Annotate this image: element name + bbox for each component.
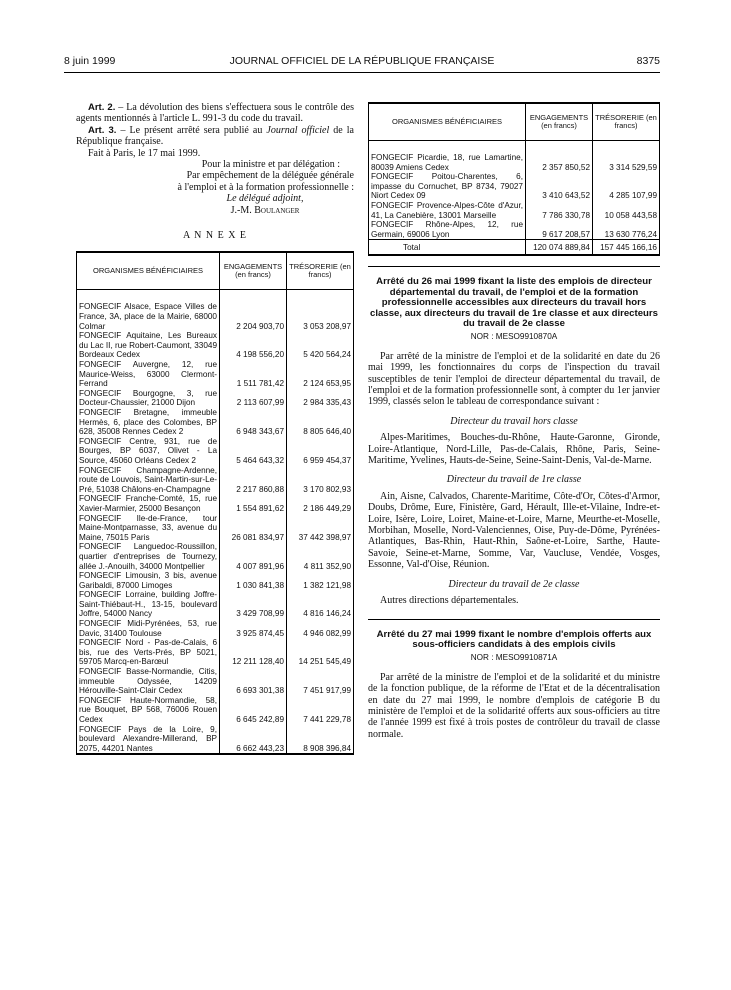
cell-organisme: FONGECIF Bourgogne, 3, rue Docteur-Chaussier, 21000 Dijon (77, 389, 220, 408)
cell-organisme: FONGECIF Champagne-Ardenne, route de Louvois, Saint-Martin-sur-Le-Pré, 51038 Châlons-en-Champagne (77, 466, 220, 495)
right-column (368, 102, 660, 740)
arrete-1-nor: NOR : MESO9910870A (470, 332, 558, 342)
cell-tresorerie: 4 285 107,99 (593, 172, 660, 201)
table-row (77, 638, 354, 667)
cell-tresorerie: 7 451 917,99 (287, 667, 354, 696)
cell-tresorerie: 3 053 208,97 (287, 302, 354, 331)
table-row (369, 220, 660, 240)
cell-engagements: 12 211 128,40 (220, 638, 287, 667)
table-row (77, 514, 354, 543)
cell-engagements: 2 357 850,52 (526, 153, 593, 172)
cell-engagements: 9 617 208,57 (526, 220, 593, 240)
table-row (77, 542, 354, 571)
arrete-2-title: Arrêté du 27 mai 1999 fixant le nombre d'emplois offerts aux sous-officiers candidats à des emplois civils (376, 628, 652, 650)
col-header-tre: TRÉSORERIE (en francs) (593, 103, 660, 141)
cell-organisme: FONGECIF Limousin, 3 bis, avenue Garibaldi, 87000 Limoges (77, 571, 220, 590)
cell-organisme: FONGECIF Midi-Pyrénées, 53, rue Davic, 31400 Toulouse (77, 619, 220, 638)
arrete-2-nor: NOR : MESO9910871A (470, 653, 558, 663)
table-row (77, 331, 354, 360)
cell-tresorerie: 2 124 653,95 (287, 360, 354, 389)
beneficiaries-table-right (368, 102, 660, 256)
cell-organisme: FONGECIF Alsace, Espace Villes de France, 3A, place de la Mairie, 68000 Colmar (77, 302, 220, 331)
table-row (369, 153, 660, 172)
cell-engagements: 3 410 643,52 (526, 172, 593, 201)
header-page-number: 8375 (636, 55, 660, 67)
signature-line-3: à l'emploi et à la formation professionnelle : (177, 181, 354, 193)
col-header-eng: ENGAGEMENTS (en francs) (220, 252, 287, 290)
total-row (369, 240, 660, 256)
cell-engagements: 4 007 891,96 (220, 542, 287, 571)
table-row (77, 667, 354, 696)
cell-engagements: 26 081 834,97 (220, 514, 287, 543)
section-separator (368, 619, 660, 620)
table-row (77, 494, 354, 513)
cell-tresorerie: 4 946 082,99 (287, 619, 354, 638)
cell-engagements: 3 925 874,45 (220, 619, 287, 638)
cell-tresorerie: 1 382 121,98 (287, 571, 354, 590)
table-row (77, 725, 354, 755)
arrete-1-subheading-hors-classe: Directeur du travail hors classe (450, 415, 578, 427)
total-tresorerie: 157 445 166,16 (593, 240, 660, 256)
table-row (77, 302, 354, 331)
cell-engagements: 1 511 781,42 (220, 360, 287, 389)
signature-title: Le délégué adjoint, (226, 193, 304, 205)
arrete-2-body: Par arrêté de la ministre de l'emploi et de la solidarité et du ministre de la fonction publique, de la réforme de l'Etat et de la décentralisation en date du 27 mai 1999, le nombre d'emplois de catégorie B du ministère de l'emploi et de la solidarité offerts aux sous-officiers au titre de l'année 1999 est fixé à trois postes de contrôleur du travail de classe normale. (368, 671, 660, 740)
cell-tresorerie: 2 186 449,29 (287, 494, 354, 513)
cell-tresorerie: 37 442 398,97 (287, 514, 354, 543)
header-date: 8 juin 1999 (64, 55, 116, 67)
cell-organisme: FONGECIF Poitou-Charentes, 6, impasse du Cornuchet, BP 8734, 79027 Niort Cedex 09 (369, 172, 526, 201)
cell-organisme: FONGECIF Nord - Pas-de-Calais, 6 bis, rue des Verts-Prés, BP 5021, 59705 Marcq-en-Barœul (77, 638, 220, 667)
table-row (369, 201, 660, 220)
cell-tresorerie: 3 314 529,59 (593, 153, 660, 172)
cell-engagements: 6 948 343,67 (220, 408, 287, 437)
cell-tresorerie: 5 420 564,24 (287, 331, 354, 360)
cell-engagements: 2 204 903,70 (220, 302, 287, 331)
col-header-org: ORGANISMES BÉNÉFICIAIRES (77, 252, 220, 290)
cell-tresorerie: 14 251 545,49 (287, 638, 354, 667)
cell-tresorerie: 6 959 454,37 (287, 437, 354, 466)
cell-organisme: FONGECIF Provence-Alpes-Côte d'Azur, 41, La Canebière, 13001 Marseille (369, 201, 526, 220)
table-row (77, 437, 354, 466)
cell-engagements: 3 429 708,99 (220, 590, 287, 619)
table-row (369, 172, 660, 201)
signature-line-2: Par empêchement de la déléguée générale (186, 170, 354, 182)
arrete-1-list-hors-classe: Alpes-Maritimes, Bouches-du-Rhône, Haute-Garonne, Gironde, Loire-Atlantique, Nord-Lille, Pas-de-Calais, Rhône, Paris, Seine-Maritime, Yvelines, Hauts-de-Seine, Seine-Saint-Denis, Val-de-Marne. (368, 432, 660, 467)
cell-tresorerie: 4 811 352,90 (287, 542, 354, 571)
cell-organisme: FONGECIF Haute-Normandie, 58, rue Bouquet, BP 568, 76006 Rouen Cedex (77, 696, 220, 725)
fait-a-paris: Fait à Paris, le 17 mai 1999. (88, 147, 201, 159)
cell-tresorerie: 4 816 146,24 (287, 590, 354, 619)
col-header-tre: TRÉSORERIE (en francs) (287, 252, 354, 290)
section-separator (368, 266, 660, 267)
cell-engagements: 6 645 242,89 (220, 696, 287, 725)
beneficiaries-table-left (76, 251, 354, 755)
arrete-1-subheading-2e-classe: Directeur du travail de 2e classe (448, 578, 580, 590)
cell-engagements: 7 786 330,78 (526, 201, 593, 220)
table-row (77, 571, 354, 590)
cell-organisme: FONGECIF Aquitaine, Les Bureaux du Lac II, rue Robert-Caumont, 33049 Bordeaux Cedex (77, 331, 220, 360)
cell-engagements: 2 217 860,88 (220, 466, 287, 495)
cell-organisme: FONGECIF Auvergne, 12, rue Maurice-Weiss, 63000 Clermont-Ferrand (77, 360, 220, 389)
cell-tresorerie: 10 058 443,58 (593, 201, 660, 220)
cell-tresorerie: 3 170 802,93 (287, 466, 354, 495)
arrete-1-title: Arrêté du 26 mai 1999 fixant la liste des emplois de directeur départemental du travail, de l'emploi et de la formation professionnelle accessibles aux directeurs du travail hors classe, aux directeurs du travail de 1re classe et aux directeurs du travail de 2e classe (370, 276, 658, 329)
table-row (77, 619, 354, 638)
table-row (77, 466, 354, 495)
page-header (64, 55, 660, 69)
cell-organisme: FONGECIF Lorraine, building Joffre-Saint-Thiébaut-H., 13-15, boulevard Joffre, 54000 Nancy (77, 590, 220, 619)
col-header-org: ORGANISMES BÉNÉFICIAIRES (369, 103, 526, 141)
cell-engagements: 5 464 643,32 (220, 437, 287, 466)
cell-organisme: FONGECIF Basse-Normandie, Citis, immeuble Odyssée, 14209 Hérouville-Saint-Clair Cedex (77, 667, 220, 696)
cell-tresorerie: 13 630 776,24 (593, 220, 660, 240)
article-3: Art. 3. – Le présent arrêté sera publié au Journal officiel de la République française. (76, 124, 354, 148)
cell-tresorerie: 2 984 335,43 (287, 389, 354, 408)
cell-tresorerie: 7 441 229,78 (287, 696, 354, 725)
table-row (77, 408, 354, 437)
col-header-eng: ENGAGEMENTS (en francs) (526, 103, 593, 141)
cell-tresorerie: 8 805 646,40 (287, 408, 354, 437)
article-2: Art. 2. – La dévolution des biens s'effectuera sous le contrôle des agents mentionnés à l'article L. 991-3 du code du travail. (76, 102, 354, 125)
arrete-1-list-1re-classe: Ain, Aisne, Calvados, Charente-Maritime, Côte-d'Or, Côtes-d'Armor, Doubs, Drôme, Eure, Finistère, Gard, Hérault, Ille-et-Vilaine, Indre-et-Loire, Isère, Loire, Loiret, Maine-et-Loire, Marne, Meurthe-et-Moselle, Morbihan, Moselle, Nord-Valenciennes, Oise, Puy-de-Dôme, Pyrénées-Atlantiques, Bas-Rhin, Haut-Rhin, Saône-et-Loire, Sarthe, Haute-Savoie, Seine-et-Marne, Somme, Var, Vaucluse, Vendée, Vosges, Essonne, Val-d'Oise, Réunion. (368, 490, 660, 571)
table-row (77, 360, 354, 389)
annexe-heading: A N N E X E (182, 230, 248, 242)
total-label: Total (369, 240, 526, 256)
cell-engagements: 6 662 443,23 (220, 725, 287, 755)
cell-organisme: FONGECIF Pays de la Loire, 9, boulevard Alexandre-Millerand, BP 2075, 44201 Nantes (77, 725, 220, 755)
signature-name: J.-M. Boulanger (230, 204, 300, 216)
cell-engagements: 4 198 556,20 (220, 331, 287, 360)
cell-engagements: 1 030 841,38 (220, 571, 287, 590)
left-column (76, 102, 354, 755)
cell-organisme: FONGECIF Franche-Comté, 15, rue Xavier-Marmier, 25000 Besançon (77, 494, 220, 513)
cell-engagements: 1 554 891,62 (220, 494, 287, 513)
table-row (77, 389, 354, 408)
signature-line-1: Pour la ministre et par délégation : (201, 159, 340, 171)
header-journal: JOURNAL OFFICIEL DE LA RÉPUBLIQUE FRANÇAISE (229, 55, 495, 67)
cell-organisme: FONGECIF Bretagne, immeuble Hermès, 6, place des Colombes, BP 628, 35008 Rennes Cedex 2 (77, 408, 220, 437)
header-rule (64, 72, 660, 73)
total-engagements: 120 074 889,84 (526, 240, 593, 256)
arrete-1-body: Par arrêté de la ministre de l'emploi et de la solidarité en date du 26 mai 1999, les fonctionnaires du corps de l'inspection du travail susceptibles de tenir l'emploi de directeur départemental du travail, de l'emploi et de la formation professionnelle sont, à compter du 1er janvier 1999, classés selon le tableau de correspondance suivant : (368, 350, 660, 408)
cell-tresorerie: 8 908 396,84 (287, 725, 354, 755)
table-row (77, 696, 354, 725)
cell-organisme: FONGECIF Rhône-Alpes, 12, rue Germain, 69006 Lyon (369, 220, 526, 240)
cell-organisme: FONGECIF Ile-de-France, tour Maine-Montparnasse, 33, avenue du Maine, 75015 Paris (77, 514, 220, 543)
cell-engagements: 2 113 607,99 (220, 389, 287, 408)
arrete-1-subheading-1re-classe: Directeur du travail de 1re classe (446, 474, 582, 486)
cell-engagements: 6 693 301,38 (220, 667, 287, 696)
arrete-1-list-2e-classe: Autres directions départementales. (380, 595, 519, 607)
cell-organisme: FONGECIF Languedoc-Roussillon, quartier d'entreprises de Tournezy, allée J.-Anouilh, 34000 Montpellier (77, 542, 220, 571)
cell-organisme: FONGECIF Picardie, 18, rue Lamartine, 80039 Amiens Cedex (369, 153, 526, 172)
cell-organisme: FONGECIF Centre, 931, rue de Bourges, BP 6037, Olivet - La Source, 45060 Orléans Cedex 2 (77, 437, 220, 466)
table-row (77, 590, 354, 619)
